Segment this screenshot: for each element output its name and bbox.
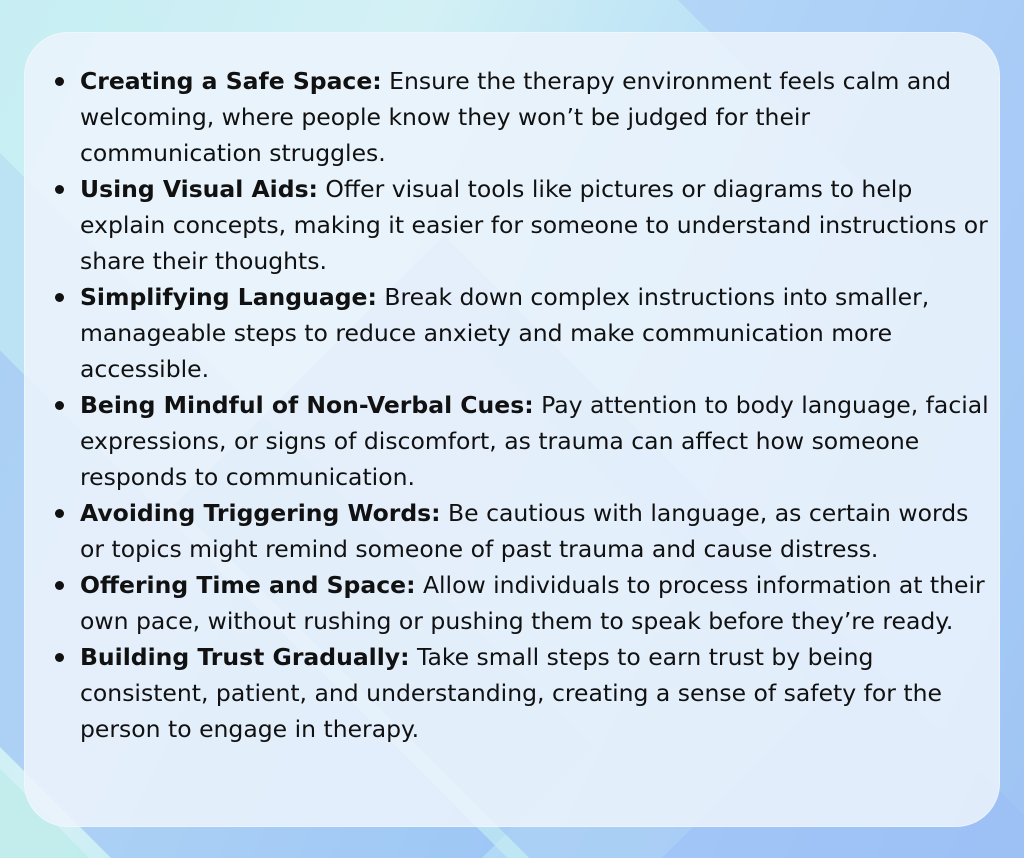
list-item xyxy=(55,171,995,279)
item-label: Using Visual Aids: xyxy=(80,175,318,203)
item-text: Be cautious with language, as certain words or topics might remind someone of past trauma and cause distress. xyxy=(80,499,969,563)
item-text: Ensure the therapy environment feels calm and welcoming, where people know they won’t be judged for their communication struggles. xyxy=(80,67,952,167)
item-text: Allow individuals to process information at their own pace, without rushing or pushing them to speak before they’re ready. xyxy=(80,571,985,635)
content-card xyxy=(24,32,1000,827)
list-item xyxy=(55,567,995,639)
list-item xyxy=(55,387,995,495)
list-item xyxy=(55,63,995,171)
item-label: Being Mindful of Non-Verbal Cues: xyxy=(80,391,534,419)
list-item xyxy=(55,279,995,387)
bullet-icon xyxy=(55,401,64,410)
list-item xyxy=(55,639,995,747)
item-label: Offering Time and Space: xyxy=(80,571,416,599)
item-label: Building Trust Gradually: xyxy=(80,643,410,671)
bullet-icon xyxy=(55,293,64,302)
bullet-icon xyxy=(55,581,64,590)
item-label: Avoiding Triggering Words: xyxy=(80,499,441,527)
item-text: Break down complex instructions into smaller, manageable steps to reduce anxiety and make communication more accessible. xyxy=(80,283,930,383)
tips-list xyxy=(55,63,995,747)
bullet-icon xyxy=(55,185,64,194)
bullet-icon xyxy=(55,509,64,518)
list-item xyxy=(55,495,995,567)
item-text: Take small steps to earn trust by being consistent, patient, and understanding, creating a sense of safety for the person to engage in therapy. xyxy=(80,643,942,743)
item-text: Offer visual tools like pictures or diagrams to help explain concepts, making it easier for someone to understand instructions or share their thoughts. xyxy=(80,175,988,275)
item-text: Pay attention to body language, facial expressions, or signs of discomfort, as trauma can affect how someone responds to communication. xyxy=(80,391,989,491)
item-label: Simplifying Language: xyxy=(80,283,377,311)
bullet-icon xyxy=(55,77,64,86)
bullet-icon xyxy=(55,653,64,662)
item-label: Creating a Safe Space: xyxy=(80,67,382,95)
